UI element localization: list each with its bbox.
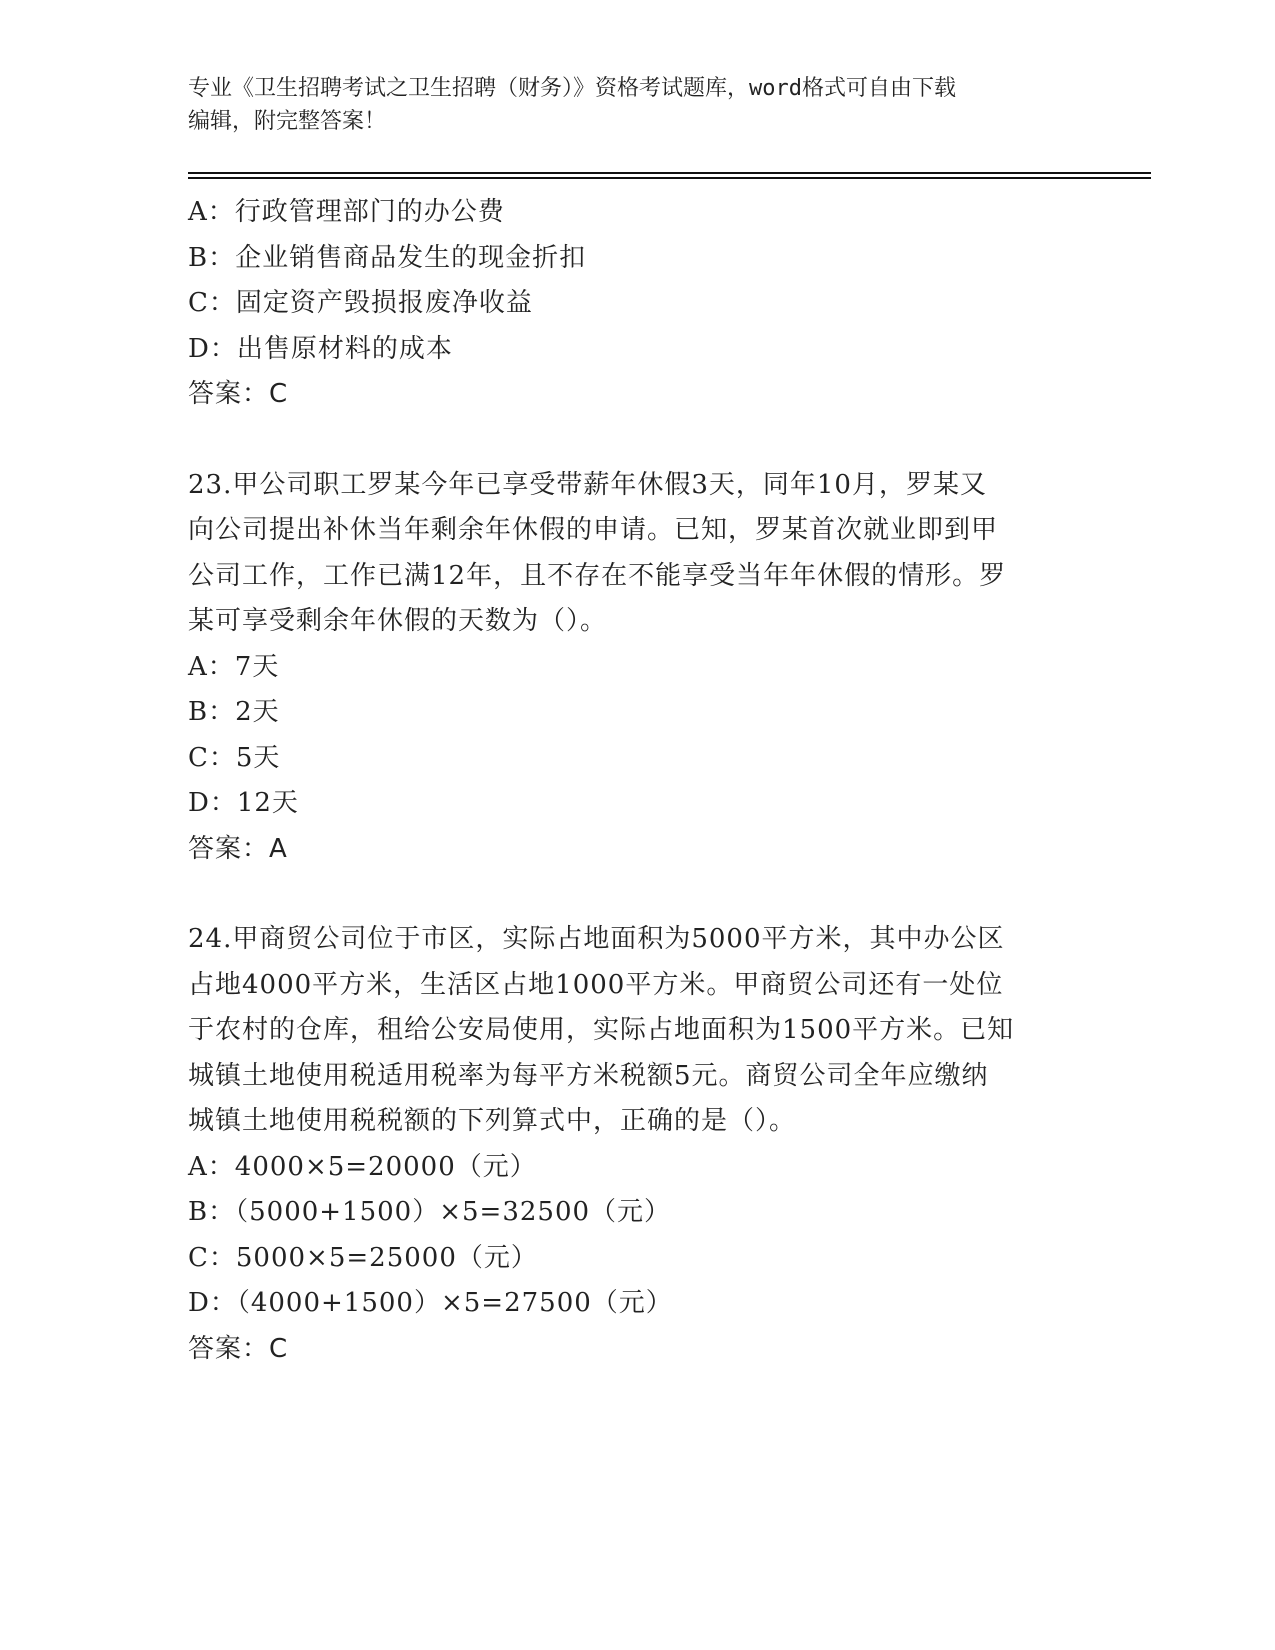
option-c: C：5天 — [188, 742, 281, 773]
option-a: A：7天 — [188, 651, 280, 682]
header-rule-bottom — [188, 177, 1151, 179]
option-a: A：4000×5=20000（元） — [188, 1151, 537, 1182]
option-b: B：企业销售商品发生的现金折扣 — [188, 242, 587, 273]
question-stem-line: 向公司提出补休当年剩余年休假的申请。已知，罗某首次就业即到甲 — [188, 515, 999, 545]
question-stem-line: 占地4000平方米，生活区占地1000平方米。甲商贸公司还有一处位 — [188, 969, 1004, 1000]
question-23 — [188, 463, 1088, 873]
question-stem-line: 23.甲公司职工罗某今年已享受带薪年休假3天，同年10月，罗某又 — [188, 469, 987, 500]
question-stem-line: 于农村的仓库，租给公安局使用，实际占地面积为1500平方米。已知 — [188, 1015, 1015, 1045]
option-d: D：出售原材料的成本 — [188, 333, 453, 364]
header-rule-top — [188, 172, 1151, 174]
answer: 答案：A — [188, 833, 288, 864]
option-d: D：（4000+1500）×5=27500（元） — [188, 1288, 673, 1318]
answer: 答案：C — [188, 379, 289, 409]
question-stem-line: 公司工作，工作已满12年，且不存在不能享受当年年休假的情形。罗 — [188, 560, 1007, 591]
document-header — [188, 72, 1088, 138]
answer: 答案：C — [188, 1333, 289, 1364]
option-c: C：固定资产毁损报废净收益 — [188, 288, 533, 318]
question-stem-line: 24.甲商贸公司位于市区，实际占地面积为5000平方米，其中办公区 — [188, 924, 1005, 954]
header-line-2: 编辑，附完整答案！ — [188, 109, 387, 134]
question-stem-line: 城镇土地使用税税额的下列算式中，正确的是（）。 — [188, 1106, 797, 1136]
question-stem-line: 城镇土地使用税适用税率为每平方米税额5元。商贸公司全年应缴纳 — [188, 1060, 989, 1091]
question-22 — [188, 190, 1088, 418]
option-a: A：行政管理部门的办公费 — [188, 197, 505, 227]
option-b: B：2天 — [188, 697, 280, 727]
option-d: D：12天 — [188, 788, 299, 818]
question-content — [188, 190, 1088, 1372]
spacer — [188, 418, 1088, 463]
header-line-1: 专业《卫生招聘考试之卫生招聘（财务）》资格考试题库，word格式可自由下载 — [188, 76, 956, 101]
option-b: B：（5000+1500）×5=32500（元） — [188, 1197, 672, 1227]
question-stem-line: 某可享受剩余年休假的天数为（）。 — [188, 606, 608, 636]
question-24 — [188, 917, 1088, 1372]
spacer — [188, 872, 1088, 917]
option-c: C：5000×5=25000（元） — [188, 1242, 538, 1273]
